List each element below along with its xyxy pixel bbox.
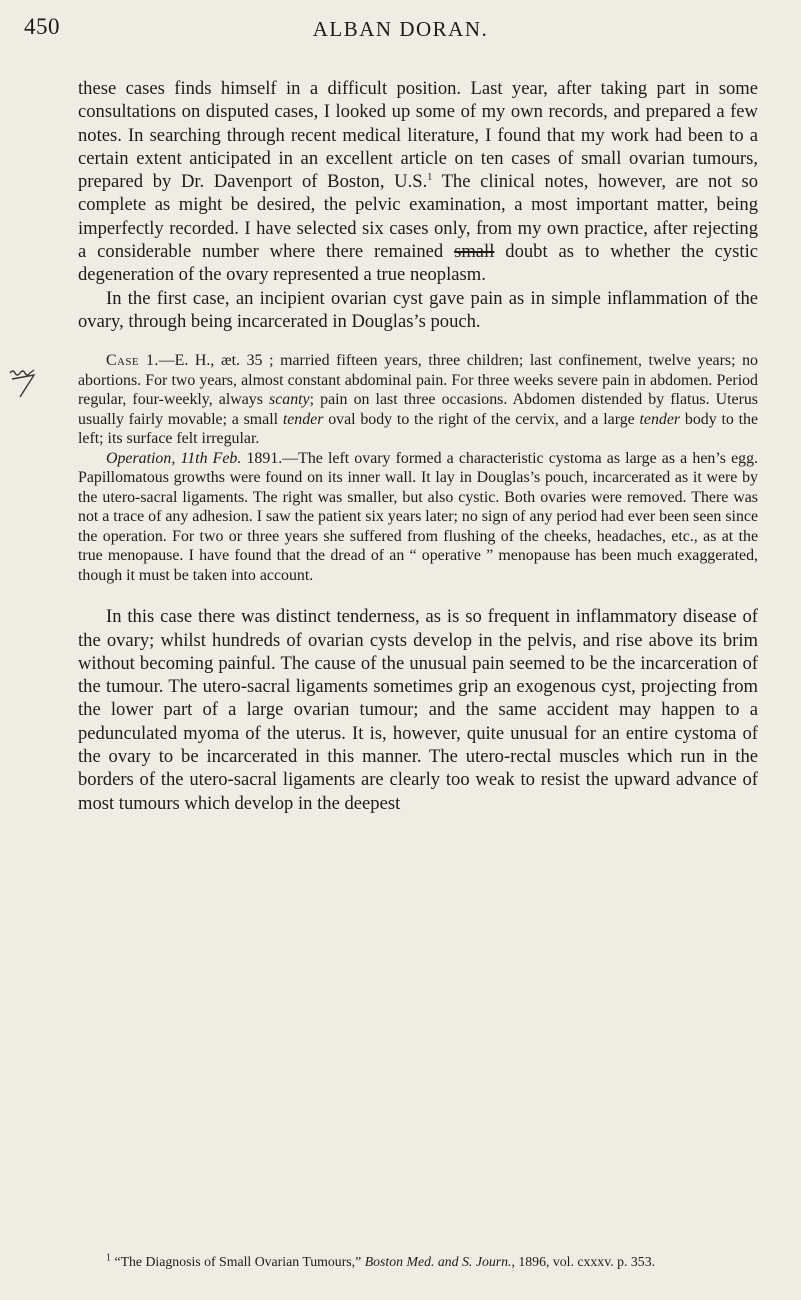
case-1-history: Case 1.—E. H., æt. 35 ; married fifteen years, three children; last confinement, twelve years; no abortions. For two years, almost constant abdominal pain. For three weeks severe pain in abdomen. Period regular, four-weekly, always scanty; pain on last three occasions. Abdomen distended by flatus. Uterus usually fairly movable; a small tender oval body to the right of the cervix, and a large tender body to the left; its surface felt irregular. — [78, 352, 758, 448]
footnote: $^1$ “The Diagnosis of Small Ovarian Tumours,” Boston Med. and S. Journ., 1896, vol. cxxxv. p. 353. — [106, 1252, 656, 1269]
article-body — [78, 77, 758, 815]
paragraph-first-case: In the first case, an incipient ovarian cyst gave pain as in simple inflammation of the ovary, through being incarcerated in Douglas’s pouch. — [78, 287, 758, 332]
case-1-operation: Operation, 11th Feb. 1891.—The left ovary formed a characteristic cystoma as large as a hen’s egg. Papillomatous growths were found on its inner wall. It lay in Douglas’s pouch, incarcerated as it were by the utero-sacral ligaments. The right was smaller, but also cystic. Both ovaries were removed. There was not a trace of any adhesion. I saw the patient six years later; no sign of any period had ever been seen since the operation. For two or three years she suffered from flushing of the cheeks, headaches, etc., as at the true menopause. I have found that the dread of an “ operative ” menopause has been much exaggerated, though it must be taken into account. — [78, 449, 758, 584]
page-number: 450 — [24, 14, 60, 39]
running-head: ALBAN DORAN. — [312, 17, 489, 41]
footnote-ref: 1 — [427, 172, 433, 183]
handwritten-margin-note — [4, 365, 48, 401]
paragraph-discussion: In this case there was distinct tenderness, as is so frequent in inflammatory disease of the ovary; whilst hundreds of ovarian cysts develop in the pelvis, and rise above its brim without becoming painful. The cause of the unusual pain seemed to be the incarceration of the tumour. The utero-sacral ligaments sometimes grip an exogenous cyst, projecting from the lower part of a large ovarian tumour; and the same accident may happen to a pedunculated myoma of the uterus. It is, however, quite unusual for an entire cystoma of the ovary to be incarcerated in this manner. The utero-rectal muscles which run in the borders of the utero-sacral ligaments are clearly too weak to resist the upward advance of most tumours which develop in the deepest — [78, 606, 758, 814]
paragraph-intro: these cases finds himself in a difficult position. Last year, after taking part in some consultations on disputed cases, I looked up some of my own records, and prepared a few notes. In searching through recent medical literature, I found that my work had been to a certain extent anticipated in an excellent article on ten cases of small ovarian tumours, prepared by Dr. Davenport of Boston, U.S.$^1$ The clinical notes, however, are not so complete as might be desired, the pelvic examination, a most important matter, being imperfectly recorded. I have selected six cases only, from my own practice, after rejecting a considerable number where there remained small doubt as to whether the cystic degeneration of the ovary represented a true neoplasm. — [78, 78, 759, 286]
footnote-marker: 1 — [106, 1252, 111, 1264]
journal-title: Boston Med. and S. Journ. — [364, 1254, 512, 1269]
case-title: Case 1. — [106, 352, 159, 370]
struck-word: small — [454, 241, 495, 263]
operation-label: Operation, 11th Feb. — [106, 449, 242, 467]
page-header — [0, 10, 801, 50]
